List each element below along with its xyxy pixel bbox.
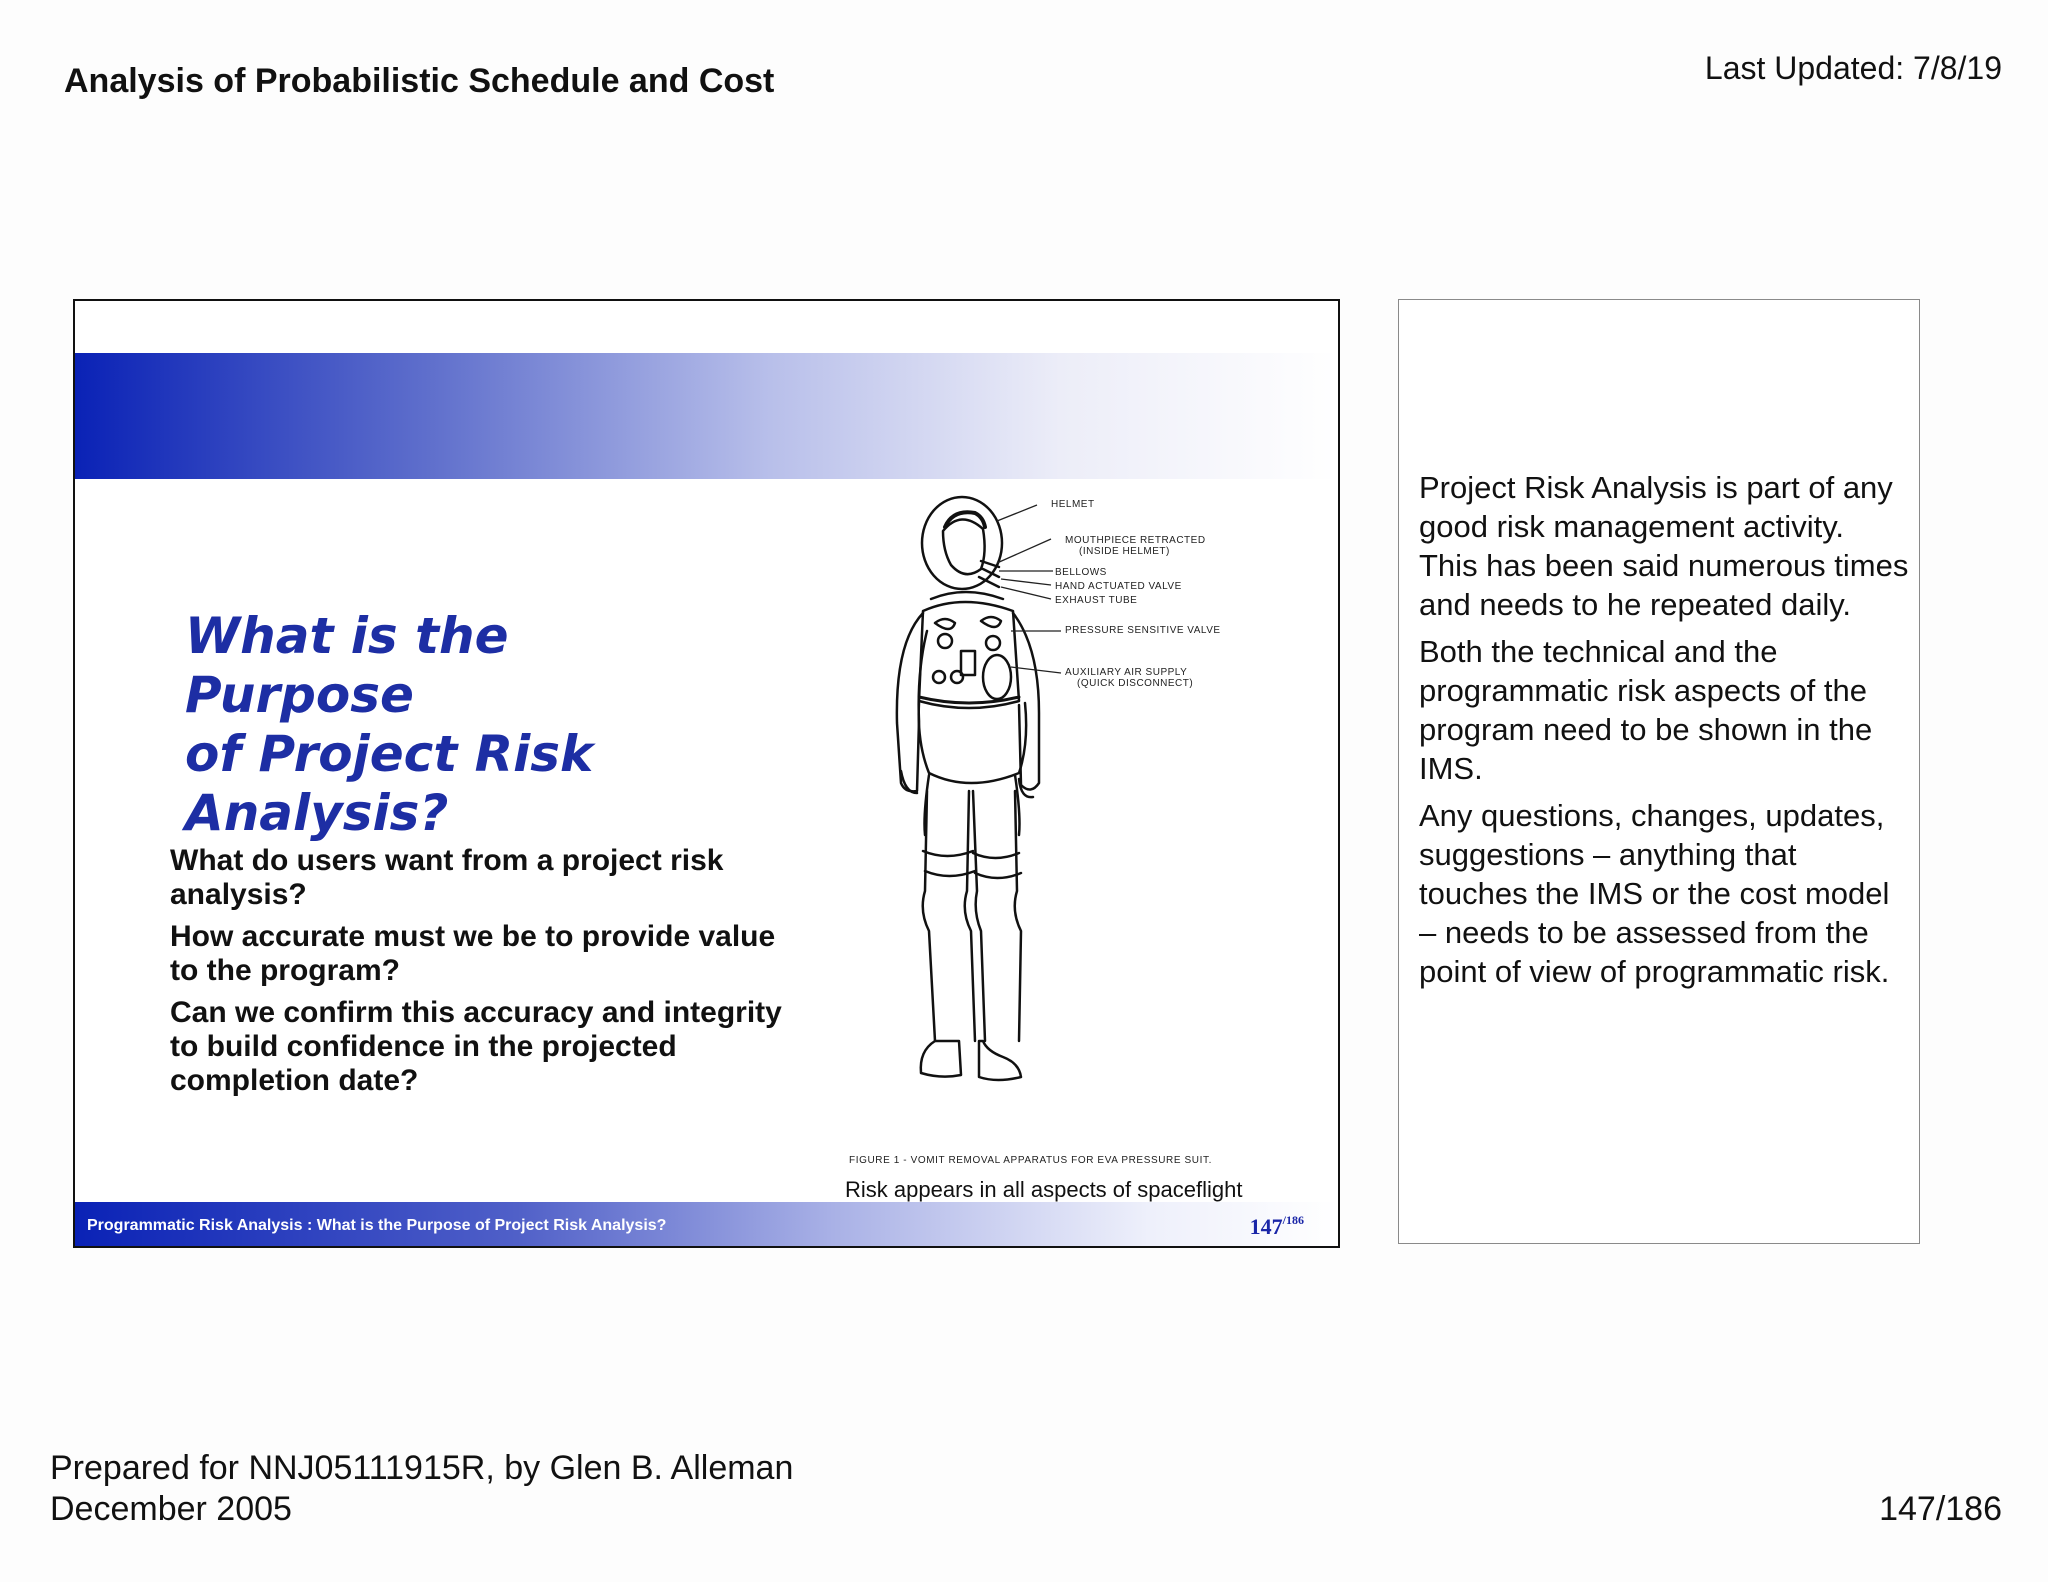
slide-image (73, 299, 1340, 1248)
notes-paragraph: Both the technical and the programmatic risk aspects of the program need to be shown in the IMS. (1419, 634, 1873, 786)
slide-page-total: /186 (1282, 1213, 1304, 1227)
notes-paragraph: Any questions, changes, updates, suggestions – anything that touches the IMS or the cost model – needs to be assessed from the point of view of programmatic risk. (1419, 798, 1890, 989)
slide-banner (75, 353, 1338, 479)
slide-heading-line: What is the Purpose (185, 607, 509, 724)
slide-footer-text: Programmatic Risk Analysis : What is the Purpose of Project Risk Analysis? (87, 1217, 667, 1234)
slide-questions (170, 844, 790, 1106)
label-exhaust: EXHAUST TUBE (1055, 595, 1138, 606)
label-helmet: HELMET (1051, 499, 1095, 510)
label-aux-air: AUXILIARY AIR SUPPLY (1065, 667, 1188, 678)
last-updated: Last Updated: 7/8/19 (1704, 50, 2002, 86)
page-title: Analysis of Probabilistic Schedule and Cost (64, 62, 775, 100)
slide-question: How accurate must we be to provide value to the program? (170, 920, 776, 987)
slide-heading-line: of Project Risk (185, 725, 594, 783)
slide-question: What do users want from a project risk analysis? (170, 844, 724, 911)
footer-prepared-line: Prepared for NNJ05111915R, by Glen B. Alleman (50, 1449, 794, 1487)
label-hand-valve: HAND ACTUATED VALVE (1055, 581, 1182, 592)
slide-page-current: 147 (1249, 1214, 1283, 1239)
footer-date: December 2005 (50, 1490, 292, 1528)
notes-body (1419, 468, 1909, 999)
footer-page-number: 147/186 (1879, 1490, 2002, 1528)
footer-prepared (50, 1448, 793, 1530)
slide-footer-bar (75, 1202, 1338, 1246)
label-pressure-valve: PRESSURE SENSITIVE VALVE (1065, 625, 1221, 636)
slide-heading-line: Analysis? (185, 784, 449, 842)
risk-caption: Risk appears in all aspects of spaceflight (845, 1177, 1243, 1202)
label-mouthpiece: MOUTHPIECE RETRACTED (1065, 535, 1206, 546)
slide-question: Can we confirm this accuracy and integrity to build confidence in the projected completion date? (170, 996, 782, 1097)
slide-page-number (1250, 1213, 1304, 1240)
speaker-notes (1398, 299, 1920, 1244)
slide-heading (185, 607, 745, 843)
label-mouthpiece-sub: (INSIDE HELMET) (1079, 546, 1170, 557)
label-bellows: BELLOWS (1055, 567, 1107, 578)
figure-caption: FIGURE 1 - VOMIT REMOVAL APPARATUS FOR EVA PRESSURE SUIT. (849, 1155, 1212, 1166)
label-aux-air-sub: (QUICK DISCONNECT) (1077, 678, 1194, 689)
notes-paragraph: Project Risk Analysis is part of any good risk management activity. This has been said numerous times and needs to he repeated daily. (1419, 470, 1909, 622)
